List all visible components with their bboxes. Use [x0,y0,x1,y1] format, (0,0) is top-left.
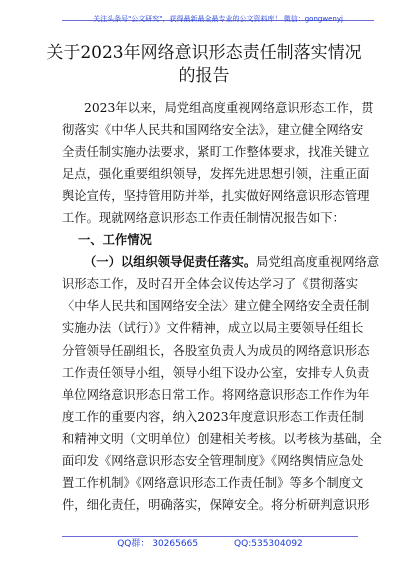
section-heading: 一、工作情况 [78,233,152,248]
paragraph-2-line: 和精神文明（文明单位）创建相关考核。以考核为基础，全 [62,431,382,446]
paragraph-2-line: 置工作机制》《网络意识形态工作责任制》等多个制度文 [62,475,364,490]
paragraph-2-first-line [62,251,380,273]
paragraph-2-line: 识形态工作，及时召开全体会议传达学习了《贯彻落实 [62,277,358,292]
footer-contact [62,536,358,551]
document-body [62,97,382,516]
footer-qq-number: QQ:535304092 [234,539,303,549]
paragraph-2-line: 件，细化责任，明确落实，保障安全。将分析研判意识形 [62,497,370,512]
title-line-1: 关于2023年网络意识形态责任制落实情况 [46,43,362,63]
paragraph-2-lead: （一）以组织领导促责任落实。 [84,255,257,270]
paragraph-2-line: 〈中华人民共和国网络安全法〉建立健全网络安全责任制 [62,299,370,314]
paragraph-1-line: 2023年以来，局党组高度重视网络意识形态工作，贯 [84,101,374,115]
paragraph-2-line: 实施办法（试行）》文件精神，成立以局主要领导任组长 [62,321,364,336]
footer-qq-group: QQ群： 30265665 [117,539,199,549]
paragraph-1-line: 全责任制实施办法要求，紧盯工作整体要求，找准关键立 [62,145,370,160]
paragraph-1-line: 彻落实《中华人民共和国网络安全法》，建立健全网络安 [62,123,364,138]
paragraph-2-line: 单位网络意识形态日常工作。将网络意识形态工作作为年 [62,387,370,402]
header-banner [62,6,374,21]
paragraph-2-first-line-rest: 局党组高度重视网络意 [256,255,380,270]
paragraph-1-line: 工作。现就网络意识形态工作责任制情况报告如下： [62,211,345,226]
paragraph-2-line: 度工作的重要内容，纳入2023年度意识形态工作责任制 [62,409,364,424]
paragraph-2-line: 分管领导任副组长，各股室负责人为成员的网络意识形态 [62,343,370,358]
header-banner-text: 关注头条号"公文研究"，获得最新最全最专业的公文资料库！ 微信：gongwenyj [93,15,343,23]
paragraph-1-line: 足点，强化重要组织领导，发挥先进思想引领，注重正面 [62,167,370,182]
title-line-2: 的报告 [178,66,230,86]
paragraph-2-line: 面印发《网络意识形态安全管理制度》《网络舆情应急处 [62,453,364,468]
document-title [40,42,368,88]
paragraph-2-line: 工作责任领导小组，领导小组下设办公室，安排专人负责 [62,365,370,380]
paragraph-1-line: 舆论宣传，坚持管用防并举，扎实做好网络意识形态管理 [62,189,370,204]
